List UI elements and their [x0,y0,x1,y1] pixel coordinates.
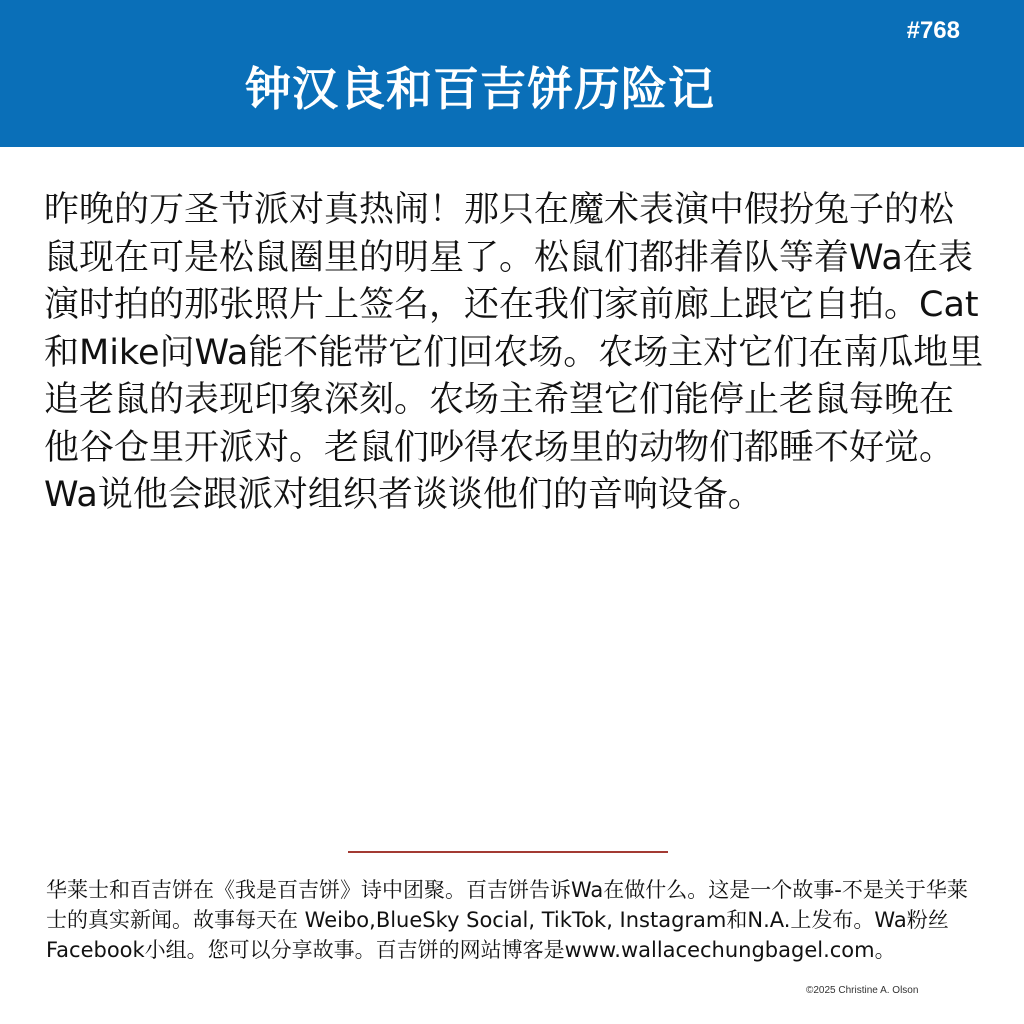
header-banner [0,0,1024,147]
copyright-notice: ©2025 Christine A. Olson [806,985,919,996]
divider [348,851,668,853]
episode-number: #768 [906,17,960,44]
footer-note: 华莱士和百吉饼在《我是百吉饼》诗中团聚。百吉饼告诉Wa在做什么。这是一个故事-不是关于华莱士的真实新闻。故事每天在 Weibo,BlueSky Social, TikTok, Instagram和N.A.上发布。Wa粉丝Facebook小组。您可以分享故事。百吉饼的网站博客是www.wallacechungbagel.com。 [46,878,968,962]
page-title: 钟汉良和百吉饼历险记 [245,62,715,116]
story-text: 昨晚的万圣节派对真热闹！那只在魔术表演中假扮兔子的松鼠现在可是松鼠圈里的明星了。松鼠们都排着队等着Wa在表演时拍的那张照片上签名，还在我们家前廊上跟它自拍。Cat和Mike问Wa能不能带它们回农场。农场主对它们在南瓜地里追老鼠的表现印象深刻。农场主希望它们能停止老鼠每晚在他谷仓里开派对。老鼠们吵得农场里的动物们都睡不好觉。Wa说他会跟派对组织者谈谈他们的音响设备。 [44,190,984,515]
